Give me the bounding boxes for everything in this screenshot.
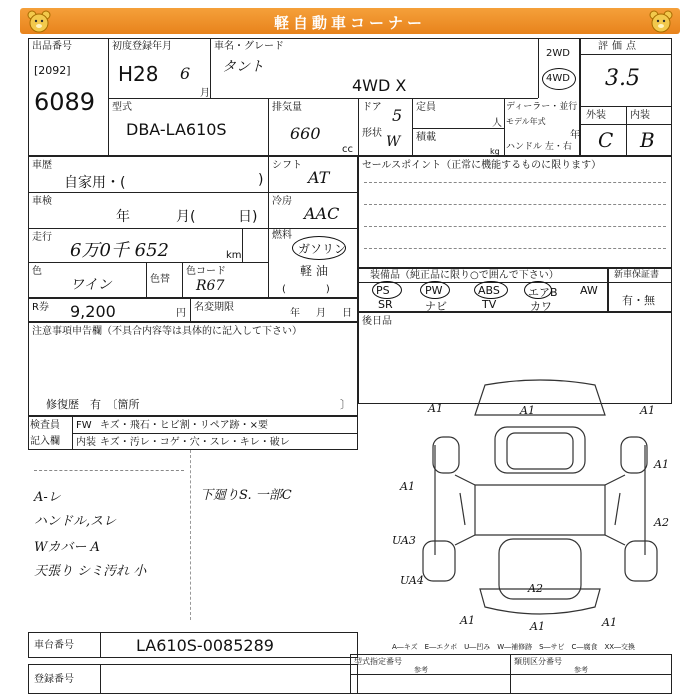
shape-value: W	[386, 134, 401, 150]
color-value: ワイン	[70, 277, 112, 293]
reg-number-label: 登録番号	[34, 674, 74, 685]
equip-navi: ナビ	[425, 300, 447, 313]
vehicle-label: 車名・グレード	[214, 41, 284, 52]
mileage-label: 走行	[32, 232, 52, 243]
header-title: 軽自動車コーナー	[273, 14, 426, 32]
type-number-label: 型式指定番号	[354, 657, 402, 666]
mark-6: A2	[654, 516, 669, 529]
dealer-label: ディーラー・並行	[506, 102, 578, 112]
vehicle-name: タント	[222, 59, 264, 75]
mileage-value: 6万0千 652	[70, 240, 169, 261]
equip-pw: PW	[425, 284, 443, 297]
fuel-other: ( )	[282, 284, 330, 295]
lot-number: 6089	[34, 88, 96, 116]
shift-label: シフト	[272, 160, 302, 171]
color-code-label: 色コード	[186, 266, 226, 277]
model-value: DBA-LA610S	[126, 120, 227, 139]
chassis-label: 車台番号	[34, 640, 74, 651]
mark-10: A1	[460, 614, 475, 627]
mark-4: A1	[654, 458, 669, 471]
name-change-year: 年	[290, 308, 300, 319]
fuel-label: 燃料	[272, 230, 292, 241]
equip-airbag: エアB	[528, 286, 558, 299]
load-unit: kg	[490, 147, 500, 156]
inspector-label: 検査員	[30, 420, 60, 431]
record-label: 記入欄	[30, 436, 60, 447]
fuel-diesel: 軽 油	[300, 264, 328, 278]
mileage-unit: km	[226, 250, 242, 261]
warranty-label: 新車保証書	[614, 270, 660, 280]
aircon-label: 冷房	[272, 196, 292, 207]
shape-label: 形状	[362, 128, 382, 139]
equip-aw: AW	[580, 284, 598, 297]
aircon-value: AAC	[304, 204, 340, 223]
recycle-value: 9,200	[70, 302, 116, 321]
mark-3: A1	[640, 404, 655, 417]
name-change-day: 日	[342, 308, 352, 319]
registration-number-block	[28, 664, 358, 694]
ext-value: C	[598, 128, 614, 152]
fw-text: キズ・飛石・ヒビ割・リペア跡・×要	[100, 420, 268, 431]
inspection-year: 年	[116, 209, 130, 225]
doors-value: 5	[392, 106, 403, 125]
drive-4wd: 4WD	[546, 73, 570, 84]
vehicle-grade: 4WD X	[352, 76, 407, 95]
score-value: 3.5	[605, 66, 640, 91]
model-label: 型式	[112, 102, 132, 113]
equip-sr: SR	[378, 298, 393, 311]
displacement-unit: cc	[342, 144, 353, 155]
name-change-month: 月	[316, 308, 326, 319]
later-items-label: 後日品	[362, 316, 392, 327]
chassis-value: LA610S-0085289	[136, 636, 274, 655]
capacity-label: 定員	[416, 102, 436, 113]
displacement-value: 660	[290, 124, 321, 143]
color-swap-label: 色替	[150, 274, 170, 285]
history-close: )	[258, 172, 264, 188]
damage-legend: A―キズ E―エクボ U―凹み W―補修跡 S―サビ C―腐食 XX―交換	[392, 643, 636, 651]
equip-ps: PS	[376, 284, 390, 297]
lot-label: 出品番号	[32, 41, 72, 52]
inspection-day: 日)	[238, 209, 258, 225]
int-value: B	[640, 128, 655, 152]
mark-11: A1	[530, 620, 545, 633]
equip-abs: ABS	[478, 284, 500, 297]
capacity-unit: 人	[492, 118, 502, 129]
color-code-value: R67	[196, 278, 225, 294]
warranty-value: 有・無	[622, 294, 655, 307]
hand-note-3: Wカバー A	[34, 540, 100, 555]
class-ref-label: 参考	[574, 666, 588, 674]
fuel-gasoline: ガソリン	[298, 242, 347, 256]
bear-mascot-icon	[648, 10, 674, 34]
name-change-label: 名変期限	[194, 302, 234, 313]
inspection-label: 車検	[32, 196, 52, 207]
mark-2: A1	[520, 404, 535, 417]
notes-label: 注意事項申告欄（不具合内容等は具体的に記入して下さい）	[32, 326, 302, 337]
sales-point-label: セールスポイント（正常に機能するものに限ります）	[362, 160, 602, 171]
ext-label: 外装	[586, 110, 606, 121]
mark-7: UA3	[392, 534, 416, 547]
registration-month-unit: 月	[200, 88, 210, 99]
drive-2wd: 2WD	[546, 48, 570, 59]
shift-value: AT	[308, 168, 330, 187]
handle-label: ハンドル 左・右	[506, 142, 572, 152]
int-label: 内装	[630, 110, 650, 121]
lot-code: [2092]	[34, 64, 71, 77]
int-inspect-text: キズ・汚レ・コゲ・穴・スレ・キレ・破レ	[100, 437, 290, 448]
int-inspect-label: 内装	[76, 437, 96, 448]
mark-8: UA4	[400, 574, 424, 587]
history-value: 自家用・(	[64, 175, 126, 191]
equip-leather: カワ	[530, 300, 552, 313]
mark-9: A2	[528, 582, 543, 595]
hand-note-1: A-レ	[34, 490, 61, 505]
registration-month: 6	[180, 64, 191, 83]
mark-5: A1	[400, 480, 415, 493]
header-bar	[20, 8, 680, 34]
history-label: 車歴	[32, 160, 52, 171]
displacement-label: 排気量	[272, 102, 302, 113]
equip-tv: TV	[482, 298, 497, 311]
doors-label: ドア	[362, 102, 382, 113]
mark-12: A1	[602, 616, 617, 629]
hand-note-center: 下廻りS. 一部C	[200, 488, 292, 503]
repair-close: 〕	[340, 398, 351, 411]
color-label: 色	[32, 266, 42, 277]
inspection-month: 月(	[176, 209, 196, 225]
model-year-label: モデル年式	[506, 117, 546, 126]
fw-label: FW	[76, 420, 92, 431]
hand-note-2: ハンドル,スレ	[34, 514, 117, 529]
recycle-unit: 円	[176, 308, 186, 319]
recycle-label: R券	[32, 302, 49, 313]
repair-history: 修復歴 有 〔箇所	[46, 398, 140, 411]
registration-label: 初度登録年月	[112, 41, 172, 52]
model-year-unit: 年	[570, 130, 580, 141]
load-label: 積載	[416, 132, 436, 143]
equipment-label: 装備品（純正品に限り○で囲んで下さい）	[370, 270, 559, 281]
hand-note-4: 天張り シミ汚れ 小	[34, 564, 147, 579]
sales-point-block	[358, 156, 672, 268]
mark-1: A1	[428, 402, 443, 415]
registration-era: H28	[118, 62, 159, 86]
type-ref-label: 参考	[414, 666, 428, 674]
class-number-label: 類別区分番号	[514, 657, 562, 666]
score-label: 評価点	[598, 41, 640, 52]
